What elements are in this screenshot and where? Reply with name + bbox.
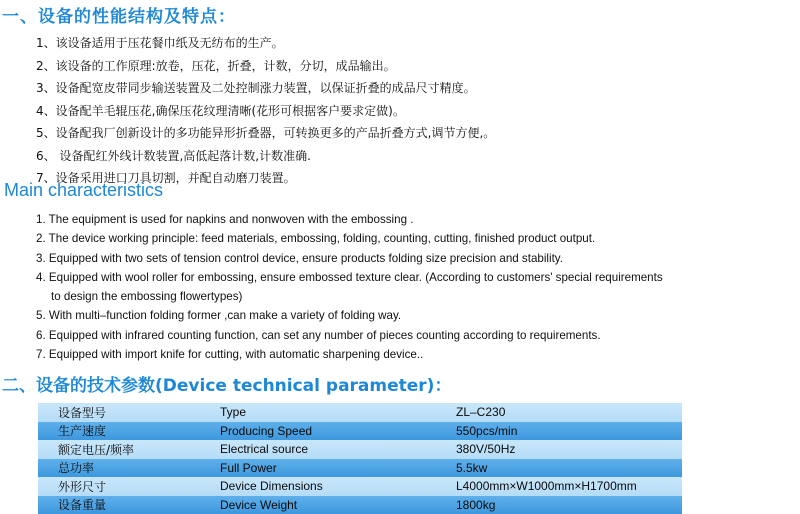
list-item: 5. With multi–function folding former ,can make a variety of folding way. (36, 306, 663, 325)
section-title-technical-parameters: 二、设备的技术参数(Device technical parameter)： (2, 371, 451, 396)
cell-en: Device Dimensions (220, 479, 456, 493)
cell-en: Electrical source (220, 442, 456, 456)
table-row (38, 440, 682, 459)
cell-value: 1800kg (456, 498, 682, 512)
section-title-main-characteristics: Main characteristics (4, 180, 163, 201)
list-item: 7. Equipped with import knife for cutting, with automatic sharpening device.. (36, 345, 663, 364)
list-item: 7、设备采用进口刀具切割，并配自动磨刀装置。 (36, 167, 495, 190)
list-item: 3. Equipped with two sets of tension control device, ensure products folding size precision and stability. (36, 249, 663, 268)
features-list-cn (36, 32, 495, 190)
cell-value: ZL–C230 (456, 405, 682, 419)
list-item: 4、设备配羊毛辊压花,确保压花纹理清晰(花形可根据客户要求定做)。 (36, 100, 495, 123)
table-row (38, 459, 682, 478)
cell-value: 5.5kw (456, 461, 682, 475)
list-item: 1、该设备适用于压花餐巾纸及无纺布的生产。 (36, 32, 495, 55)
cell-en: Producing Speed (220, 424, 456, 438)
list-item: 6、 设备配红外线计数装置,高低起落计数,计数准确. (36, 145, 495, 168)
cell-cn: 总功率 (38, 459, 220, 476)
cell-cn: 外形尺寸 (38, 478, 220, 495)
features-list-en (36, 210, 663, 364)
table-row (38, 477, 682, 496)
list-item: 3、设备配宽皮带同步输送装置及二处控制涨力装置，以保证折叠的成品尺寸精度。 (36, 77, 495, 100)
list-item-continuation: to design the embossing flowertypes) (36, 287, 663, 306)
cell-value: 550pcs/min (456, 424, 682, 438)
cell-en: Device Weight (220, 498, 456, 512)
list-item: 6. Equipped with infrared counting function, can set any number of pieces counting according to requirements. (36, 326, 663, 345)
cell-en: Type (220, 405, 456, 419)
list-item: 4. Equipped with wool roller for embossing, ensure embossed texture clear. (According to customers' special requirements (36, 268, 663, 287)
cell-cn: 设备重量 (38, 496, 220, 513)
cell-value: 380V/50Hz (456, 442, 682, 456)
cell-value: L4000mm×W1000mm×H1700mm (456, 479, 682, 493)
section-title-features-cn: 一、设备的性能结构及特点： (2, 2, 236, 27)
cell-cn: 额定电压/频率 (38, 441, 220, 458)
table-row (38, 422, 682, 441)
cell-cn: 生产速度 (38, 422, 220, 439)
cell-en: Full Power (220, 461, 456, 475)
spec-table (38, 403, 682, 514)
table-row (38, 403, 682, 422)
cell-cn: 设备型号 (38, 404, 220, 421)
list-item: 1. The equipment is used for napkins and nonwoven with the embossing . (36, 210, 663, 229)
list-item: 2. The device working principle: feed materials, embossing, folding, counting, cutting, finished product output. (36, 229, 663, 248)
list-item: 2、该设备的工作原理:放卷，压花，折叠，计数，分切，成品输出。 (36, 55, 495, 78)
table-row (38, 496, 682, 514)
list-item: 5、设备配我厂创新设计的多功能异形折叠器，可转换更多的产品折叠方式,调节方便,。 (36, 122, 495, 145)
